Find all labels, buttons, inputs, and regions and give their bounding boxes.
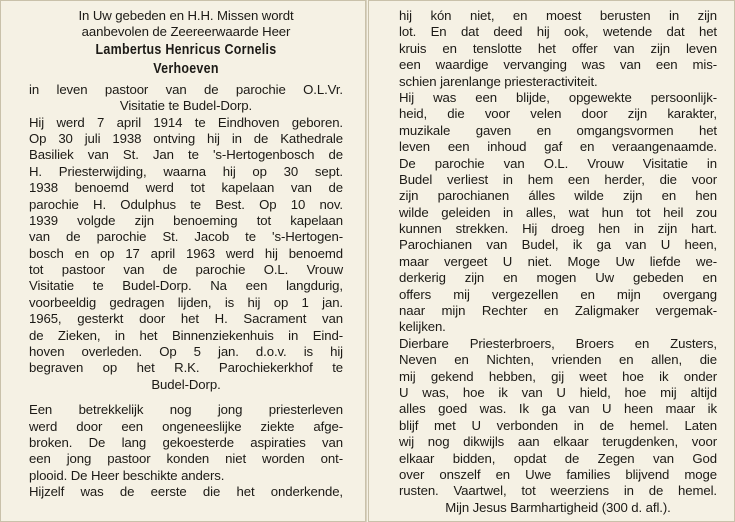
text-line: Budel verliest in hem een herder, die voor bbox=[399, 171, 717, 187]
deceased-name: Lambertus Henricus Cornelis bbox=[95, 41, 277, 58]
bio-line: Op 30 juli 1938 ontving hij in de Kathedrale bbox=[29, 130, 343, 146]
text-line: Parochianen van Budel, ik ga van U heen, bbox=[399, 237, 717, 253]
bio-line: begraven op het R.K. Parochiekerkhof te bbox=[29, 360, 343, 376]
text-line: een waardige vervanging was van een mis- bbox=[399, 57, 717, 73]
text-line: kunnen strekken. Hij droeg hen in zijn hart. bbox=[399, 221, 717, 237]
text-line: Dierbare Priesterbroers, Broers en Zusters, bbox=[399, 335, 717, 351]
text-line: hij kón niet, en moest berusten in zijn bbox=[399, 8, 717, 23]
text-line: muzikale gaven en omgangsvormen het bbox=[399, 122, 717, 138]
text-line: blijf met U verbonden in de hemel. Laten bbox=[399, 417, 717, 433]
bio-line: parochie H. Odulphus te Best. Op 10 nov. bbox=[29, 196, 343, 212]
text-line: leven een inhoud gaf en veraangenaamde. bbox=[399, 139, 717, 155]
bio-line: 1939 volgde zijn benoeming tot kapelaan bbox=[29, 212, 343, 228]
right-card-text bbox=[399, 8, 717, 516]
bio-line: Hij werd 7 april 1914 te Eindhoven geboren. bbox=[29, 114, 343, 130]
closing-line: een jong pastoor konden niet worden ont- bbox=[29, 451, 343, 467]
text-line: U was, hoe ik van U hield, hoe mij altijd bbox=[399, 384, 717, 400]
right-card bbox=[368, 0, 735, 522]
text-line: wilde geleiden in alles, wat hun tot heil zou bbox=[399, 204, 717, 220]
bio-line: Budel-Dorp. bbox=[151, 376, 221, 392]
text-line: wij nog dikwijls aan elkaar terugdenken, voor bbox=[399, 434, 717, 450]
bio-line: bosch en op 17 april 1963 werd hij benoemd bbox=[29, 245, 343, 261]
bio-line: Basiliek van St. Jan te 's-Hertogenbosch de bbox=[29, 147, 343, 163]
closing-line: Een betrekkelijk nog jong priesterleven bbox=[29, 402, 343, 418]
text-line: kelijken. bbox=[399, 319, 446, 335]
closing-line: plooid. De Heer beschikte anders. bbox=[29, 467, 225, 483]
intro-line: aanbevolen de Zeereerwaarde Heer bbox=[81, 24, 291, 40]
text-line: maar vergeet U niet. Moge Uw liefde we- bbox=[399, 253, 717, 269]
text-line: Mijn Jesus Barmhartigheid (300 d. afl.). bbox=[445, 499, 671, 515]
left-card bbox=[0, 0, 367, 522]
bio-line: de Zieken, in het Binnenziekenhuis in Eind- bbox=[29, 327, 343, 343]
role-line: Visitatie te Budel-Dorp. bbox=[119, 98, 253, 114]
text-line: Neven en Nichten, vrienden en allen, die bbox=[399, 352, 717, 368]
text-line: mij gekend hebben, gij weet hoe ik onder bbox=[399, 368, 717, 384]
text-line: naar mijn Rechter en Zaligmaker vergemak- bbox=[399, 303, 717, 319]
bio-line: voorbeeldig gedragen lijden, is hij op 1 jan. bbox=[29, 294, 343, 310]
closing-line: Hijzelf was de eerste die het onderkende, bbox=[29, 484, 343, 500]
text-line: kruis en tenslotte het offer van zijn leven bbox=[399, 40, 717, 56]
bio-line: H. Priesterwijding, waarna hij op 30 sept. bbox=[29, 163, 343, 179]
closing-line: broken. De lang gekoesterde aspiraties van bbox=[29, 434, 343, 450]
text-line: offers mij vergezellen en mijn overgang bbox=[399, 286, 717, 302]
text-line: heid, die voor velen door zijn karakter, bbox=[399, 106, 717, 122]
intro-line: In Uw gebeden en H.H. Missen wordt bbox=[78, 8, 294, 23]
text-line: alles goed was. Ik ga van U heen maar ik bbox=[399, 401, 717, 417]
left-card-text bbox=[29, 8, 343, 501]
closing-line: werd door een ongeneeslijke ziekte afge- bbox=[29, 418, 343, 434]
bio-line: 1965, gesterkt door het H. Sacrament van bbox=[29, 311, 343, 327]
bio-line: tot pastoor van de parochie O.L. Vrouw bbox=[29, 262, 343, 278]
text-line: lot. En dat deed hij ook, wetende dat het bbox=[399, 24, 717, 40]
bio-line: van de parochie St. Jacob te 's-Hertogen- bbox=[29, 229, 343, 245]
deceased-surname: Verhoeven bbox=[153, 60, 219, 77]
bio-line: Visitatie te Budel-Dorp. Na een langdurig, bbox=[29, 278, 343, 294]
text-line: elkaar bidden, opdat de Zegen van God bbox=[399, 450, 717, 466]
role-line: in leven pastoor van de parochie O.L.Vr. bbox=[29, 81, 343, 97]
bio-line: 1938 benoemd werd tot kapelaan van de bbox=[29, 180, 343, 196]
bio-line: hoven overleden. Op 5 jan. d.o.v. is hij bbox=[29, 344, 343, 360]
text-line: zijn parochianen álles wilde zijn en hen bbox=[399, 188, 717, 204]
text-line: De parochie van O.L. Vrouw Visitatie in bbox=[399, 155, 717, 171]
text-line: derkerig zijn en mogen Uw gebeden en bbox=[399, 270, 717, 286]
text-line: rusten. Vaartwel, tot weerziens in de hemel. bbox=[399, 483, 717, 499]
text-line: Hij was een blijde, opgewekte persoonlijk- bbox=[399, 89, 717, 105]
text-line: over onszelf en Uwe families blijvend moge bbox=[399, 466, 717, 482]
text-line: schien jarenlange priesteractiviteit. bbox=[399, 73, 598, 89]
